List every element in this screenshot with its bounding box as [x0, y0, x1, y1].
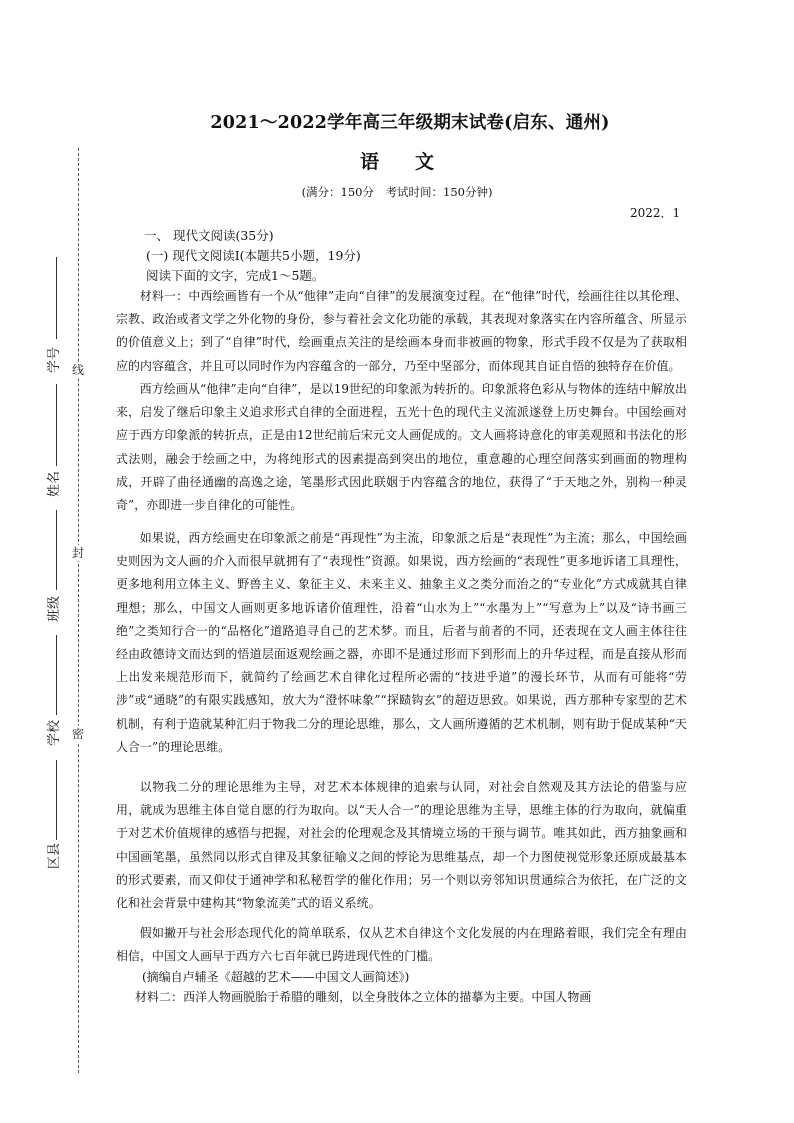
passage-paragraph-3: 如果说，西方绘画史在印象派之前是“再现性”为主流，印象派之后是“表现性”为主流；那么，中国绘画史则因为文人画的介入而很早就拥有了“表现性”资源。如果说，西方绘画的“表现性”更多地诉诸工具理性，更多地利用立体主义、野兽主义、象征主义、未来主义、抽象主义之类分而治之的“专业化”方式成就其自律理想；那么，中国文人画则更多地诉诸价值理性，沿着“山水为上”“水墨为上”“写意为上”以及“诗书画三绝”之类知行合一的“品格化”道路追寻自己的艺术梦。而且，后者与前者的不同，还表现在文人画主体往往经由政德诗文而达到的悟道层面返观绘画之器，亦即不是通过形而下到形而上的升华过程，而是直接从形而上出发来规范形而下，就简约了绘画艺术自律化过程所必需的“技进乎道”的漫长环节，从而有可能将“劳涉”或“通晓”的有限实践感知，放大为“澄怀味象”“探赜钩玄”的超迈思致。如果说，西方那种专家型的艺术机制，有利于造就某种汇归于物我二分的理论思维，那么，文人画所遵循的艺术机制，则有助于促成某种“天人合一”的理论思维。 — [116, 531, 687, 754]
source-note: (摘编自卢辅圣《超越的艺术——中国文人画简述》) — [142, 970, 410, 984]
seal-word-seal: 封 — [72, 546, 85, 560]
field-blank-name[interactable] — [56, 384, 57, 466]
passage-paragraph-4: 以物我二分的理论思维为主导，对艺术本体规律的追索与认同，对社会自然观及其方法论的借鉴与应用，就成为思维主体自觉自愿的行为取向。以“天人合一”的理论思维为主导，思维主体的行为取向，就偏重于对艺术价值规律的感悟与把握，对社会的伦理观念及其情境立场的干预与调节。唯其如此，西方抽象画和中国画笔墨，虽然同以形式自律及其象征喻义之间的悖论为思维基点，却一个力图使视觉形象还原成最基本的形式要素，而又仰仗于通神学和私秘哲学的催化作用；另一个则以旁邻知识贯通综合为依托，在广泛的文化和社会背景中建构其“物象流美”式的语义系统。 — [116, 780, 687, 911]
exam-date: 2022．1 — [630, 206, 681, 220]
exam-info: (满分：150分 考试时间：150分钟) — [301, 185, 493, 199]
passage-paragraph-5: 假如撇开与社会形态现代化的简单联系，仅从艺术自律这个文化发展的内在理路着眼，我们完全有理由相信，中国文人画早于西方六七百年就已跨进现代性的门槛。 — [116, 926, 687, 964]
material-two-start: 材料二：西洋人物画脱胎于希腊的雕刻，以全身肢体之立体的描摹为主要。中国人物画 — [135, 990, 592, 1004]
field-blank-student-id[interactable] — [56, 257, 57, 339]
subject-title: 语文 — [359, 151, 470, 173]
field-label-school: 学校 — [47, 719, 62, 746]
section-heading: 一、 现代文阅读(35分) — [144, 228, 274, 243]
binding-dashed-line — [78, 148, 79, 1073]
subsection-heading: (一) 现代文阅读Ⅰ(本题共5小题，19分) — [146, 248, 361, 263]
seal-word-secret: 密 — [72, 727, 85, 741]
field-label-district: 区县 — [47, 842, 62, 869]
exam-title: 2021～2022学年高三年级期末试卷(启东、通州) — [210, 113, 610, 133]
field-blank-district[interactable] — [56, 760, 57, 840]
field-label-name: 姓名 — [47, 470, 62, 497]
field-blank-school[interactable] — [56, 635, 57, 715]
passage-paragraph-1: 材料一：中西绘画皆有一个从“他律”走向“自律”的发展演变过程。在“他律”时代，绘画往往以其伦理、宗教、政治或者文学之外化物的身份，参与着社会文化功能的承载，其表现对象落实在内容所蕴含、所显示的价值意义上；到了“自律”时代，绘画重点关注的是绘画本身而非被画的物象，形式手段不仅是为了获取相应的内容蕴含，并且可以同时作为内容蕴含的一部分，乃至中坚部分，而体现其自证自悟的独特存在价值。 — [116, 289, 687, 373]
field-blank-class[interactable] — [56, 510, 57, 590]
passage-paragraph-2: 西方绘画从“他律”走向“自律”，是以19世纪的印象派为转折的。印象派将色彩从与物体的连结中解放出来，启发了继后印象主义追求形式自律的全面进程，五光十色的现代主义流派遂登上历史舞台。中国绘画对应于西方印象派的转折点，正是由12世纪前后宋元文人画促成的。文人画将诗意化的审美观照和书法化的形式法则，融会于绘画之中，为将纯形式的因素提高到突出的地位，重意趣的心理空间落实到画面的物理构成，开辟了曲径通幽的高逸之途，笔墨形式因此联姻于内容蕴含的地位，获得了“于天地之外，别构一种灵奇”，亦即进一步自律化的可能性。 — [116, 382, 687, 513]
field-label-student-id: 学号 — [47, 346, 62, 373]
seal-word-line: 线 — [72, 363, 85, 377]
reading-instruction: 阅读下面的文字，完成1～5题。 — [146, 268, 325, 283]
field-label-class: 班级 — [47, 595, 62, 622]
